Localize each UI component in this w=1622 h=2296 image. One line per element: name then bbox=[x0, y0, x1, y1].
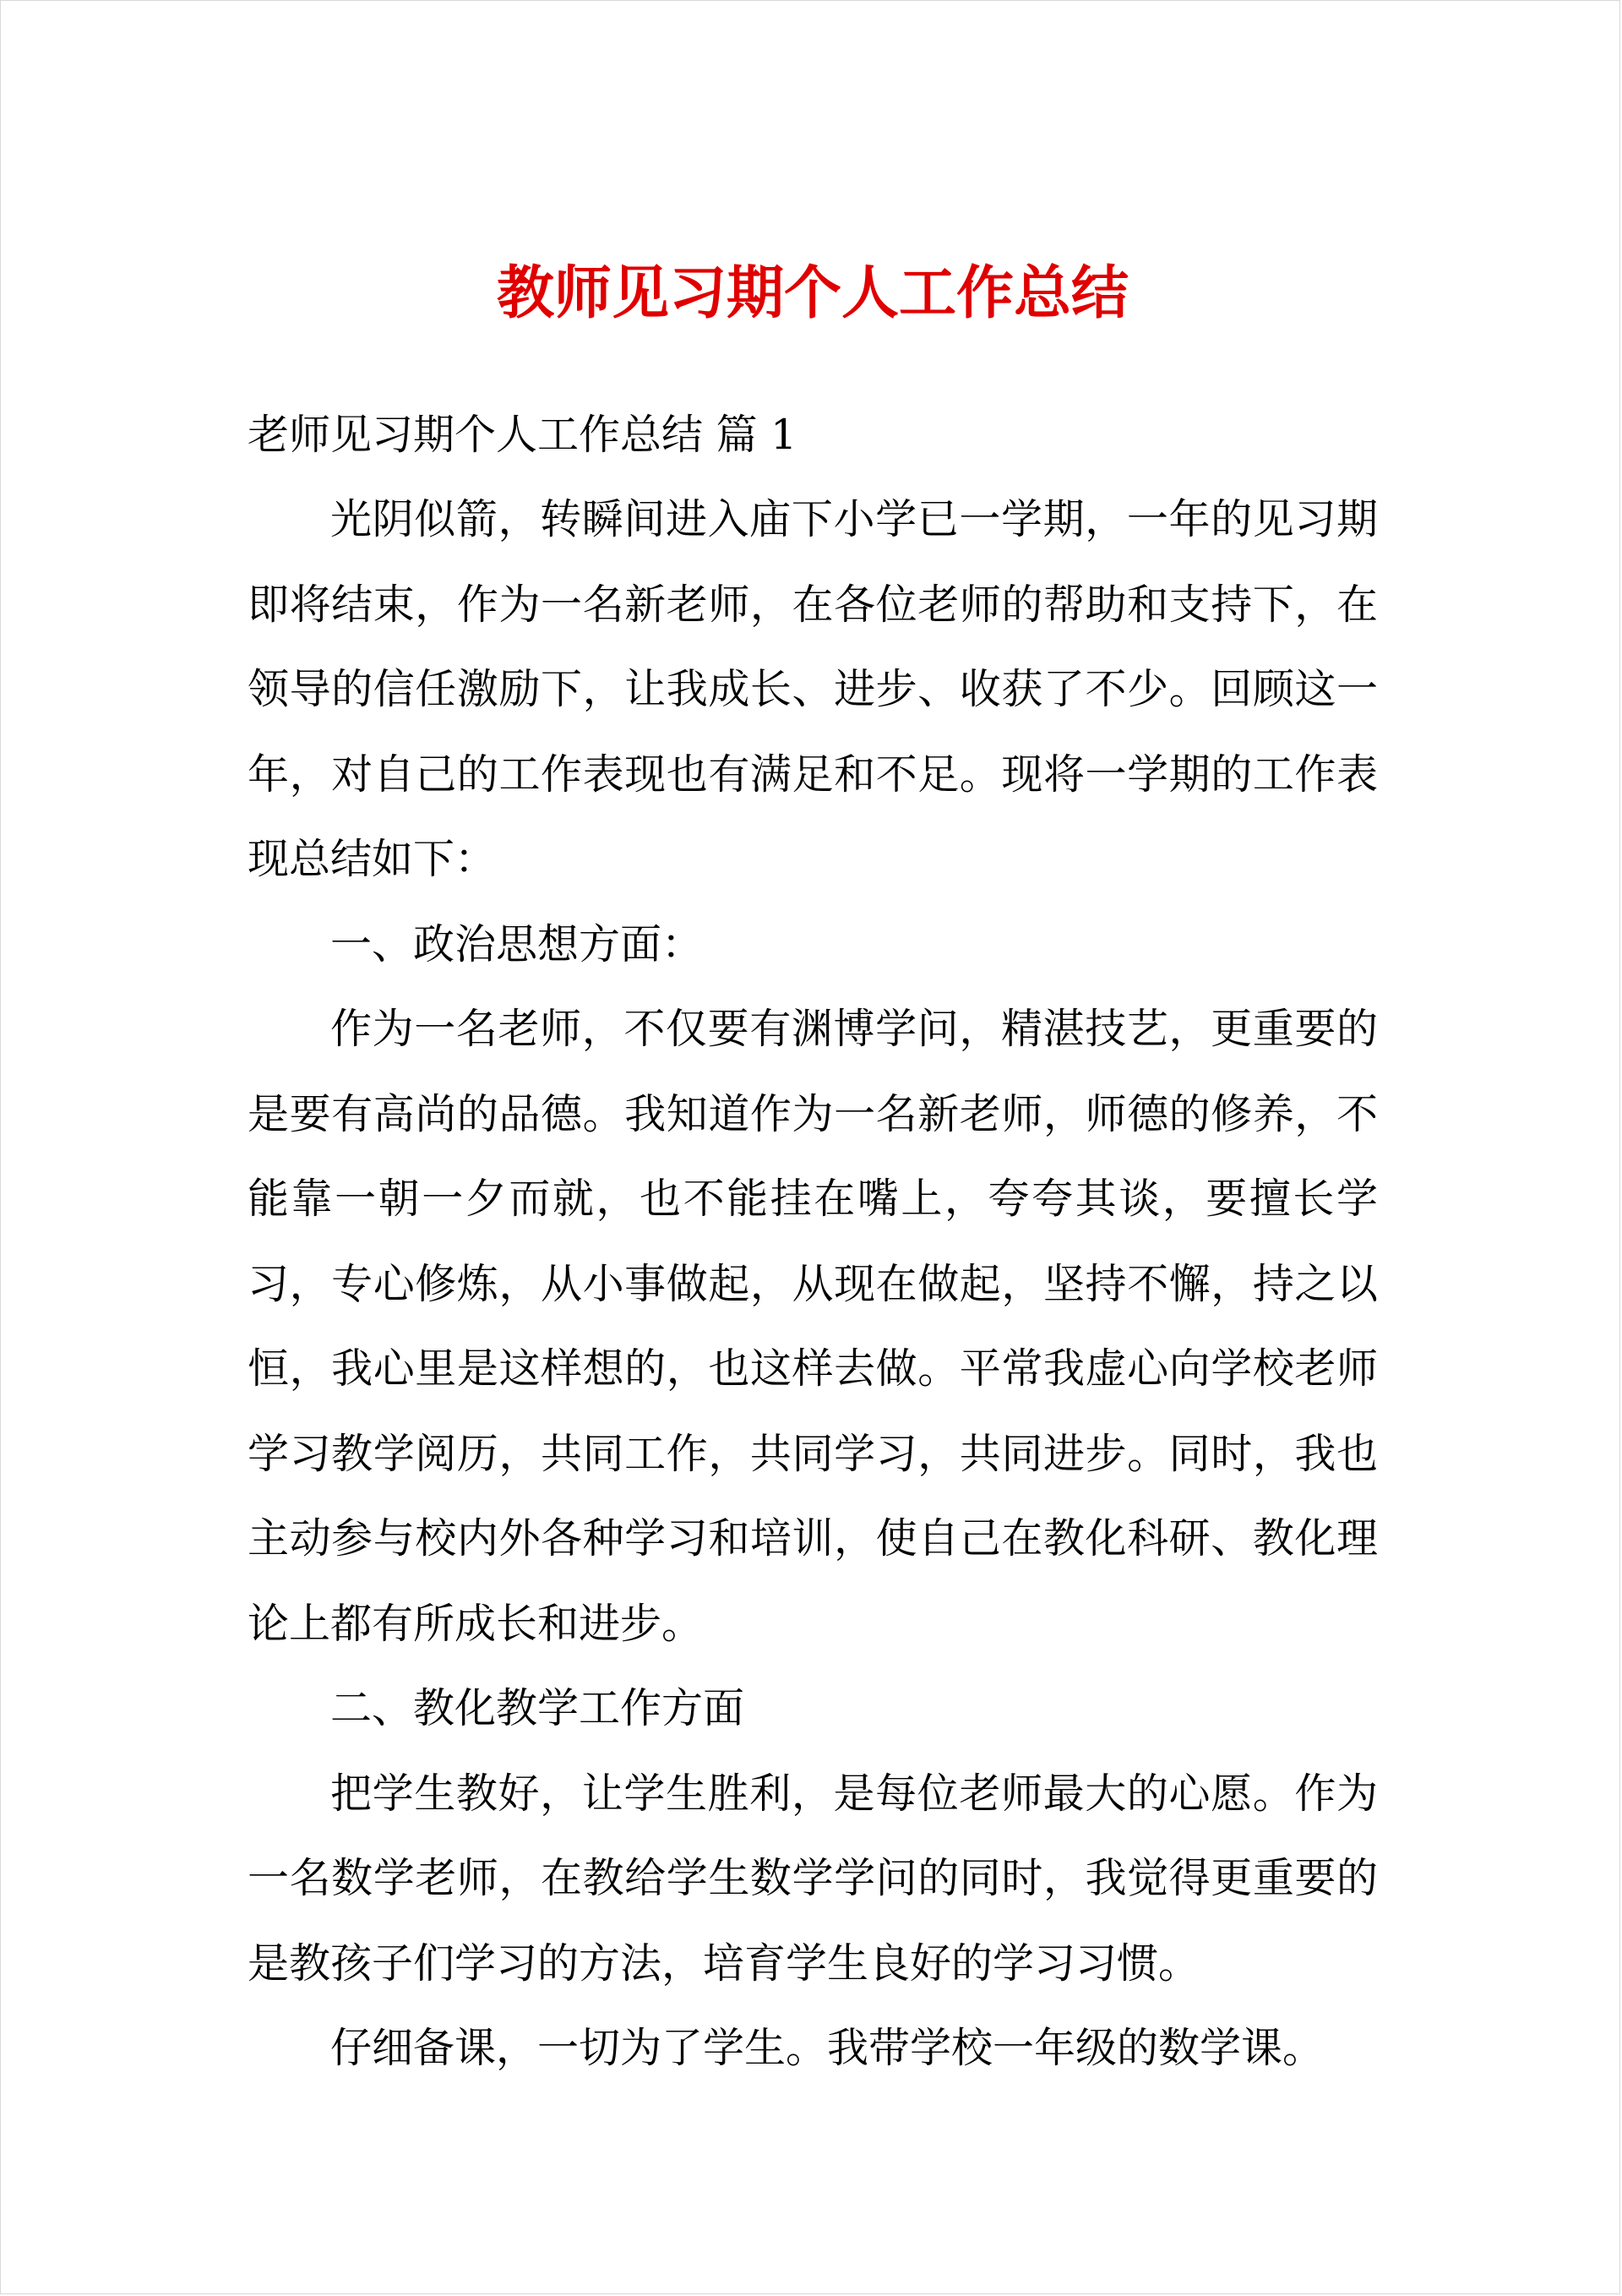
document-title: 教师见习期个人工作总结 bbox=[496, 259, 1129, 327]
paragraph-politics: 作为一名老师，不仅要有渊博学问，精湛技艺，更重要的是要有高尚的品德。我知道作为一名新老师，师德的修养，不能靠一朝一夕而就，也不能挂在嘴上，夸夸其谈，要擅长学习，专心修炼，从小事做起，从现在做起，坚持不懈，持之以恒，我心里是这样想的，也这样去做。平常我虚心向学校老师学习教学阅历，共同工作，共同学习，共同进步。同时，我也主动参与校内外各种学习和培训，使自己在教化科研、教化理论上都有所成长和进步。 bbox=[248, 1005, 1378, 1648]
document-subtitle: 老师见习期个人工作总结 篇 1 bbox=[248, 411, 797, 459]
paragraph-teaching: 把学生教好，让学生胜利，是每位老师最大的心愿。作为一名数学老师，在教给学生数学学问的同时，我觉得更重要的是教孩子们学习的方法，培育学生良好的学习习惯。 bbox=[248, 1769, 1378, 1988]
paragraph-lesson-prep: 仔细备课，一切为了学生。我带学校一年级的数学课。 bbox=[330, 2024, 1325, 2072]
section-heading-politics: 一、政治思想方面： bbox=[330, 919, 704, 968]
section-heading-teaching: 二、教化教学工作方面 bbox=[330, 1684, 745, 1732]
paragraph-intro: 光阴似箭，转瞬间进入庙下小学已一学期，一年的见习期即将结束，作为一名新老师，在各位老师的帮助和支持下，在领导的信任激励下，让我成长、进步、收获了不少。回顾这一年，对自己的工作表现也有满足和不足。现将一学期的工作表现总结如下： bbox=[248, 495, 1378, 883]
document-body bbox=[248, 477, 1378, 2091]
